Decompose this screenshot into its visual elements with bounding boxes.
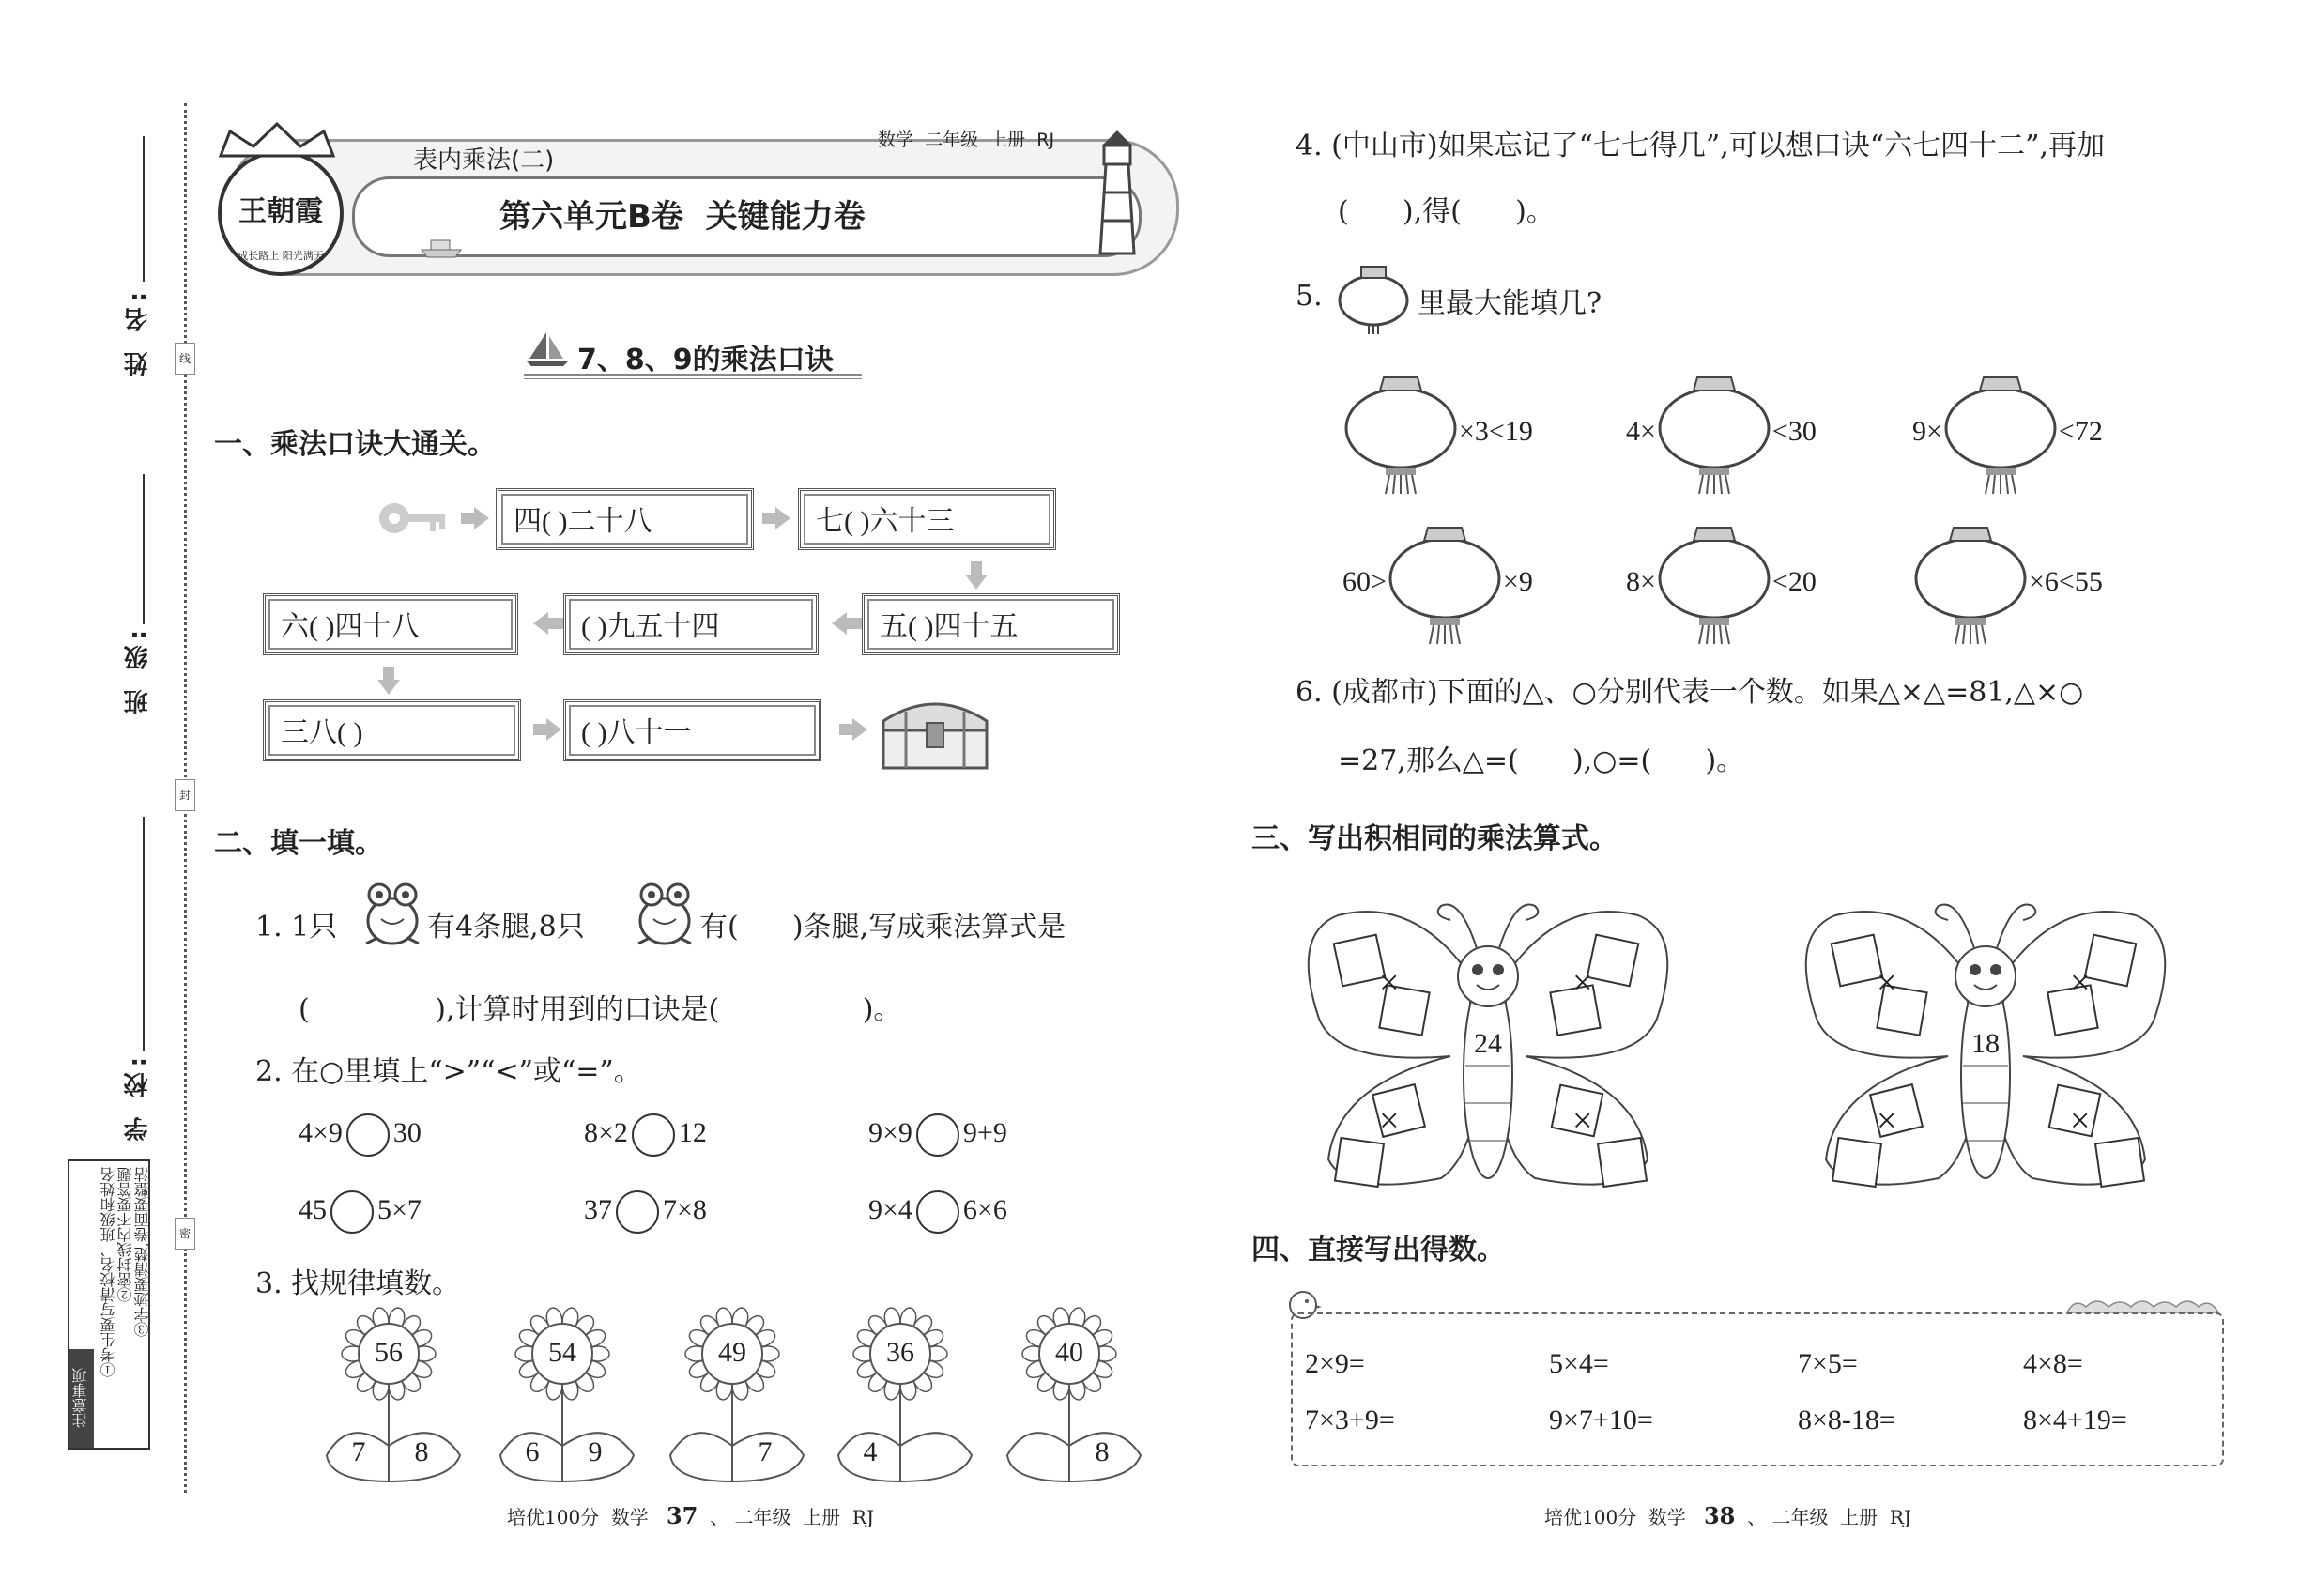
footer-left: 培优100分 数学 37 、 二年级 上册 RJ xyxy=(507,1502,874,1529)
lantern-icon xyxy=(1331,263,1416,336)
answer-box xyxy=(2095,1138,2144,1187)
calc-item[interactable]: 8×4+19= xyxy=(2023,1404,2127,1435)
compare-item: 37 7×8 xyxy=(584,1190,707,1234)
key-icon xyxy=(377,499,448,537)
flower-icon xyxy=(1002,1305,1152,1483)
calc-box xyxy=(1291,1312,2224,1466)
answer-box xyxy=(2085,935,2137,987)
puzzle-cell[interactable]: ( )九五十四 xyxy=(563,593,819,655)
multiply-sign: × xyxy=(1572,963,1593,1003)
compare-item: 8×2 12 xyxy=(584,1113,707,1157)
arrow-down-icon xyxy=(377,680,400,695)
brand-logo xyxy=(218,150,344,276)
part1-title: 一、乘法口诀大通关。 xyxy=(214,428,496,461)
flower-center-number: 40 xyxy=(1055,1337,1083,1368)
arrow-right-icon xyxy=(852,718,867,741)
flower-right-leaf-number[interactable]: 9 xyxy=(588,1436,603,1467)
answer-circle[interactable] xyxy=(616,1190,659,1234)
lantern-after-text: ×6<55 xyxy=(2029,566,2103,597)
lantern-before-text: 8× xyxy=(1626,566,1656,597)
lantern-icon[interactable] xyxy=(1387,516,1503,648)
frog-icon xyxy=(631,878,698,951)
answer-circle[interactable] xyxy=(330,1190,374,1234)
compare-item: 9×9 9+9 xyxy=(868,1113,1007,1157)
lantern-after-text: <72 xyxy=(2058,416,2103,447)
notice-item: ②密封线内不要答题 xyxy=(116,1167,134,1302)
logo-ribbon: 成长路上 阳光满天 xyxy=(238,250,324,262)
lantern-before-text: 4× xyxy=(1626,416,1656,447)
arrow-down-icon xyxy=(965,575,988,590)
answer-circle[interactable] xyxy=(632,1113,675,1157)
multiply-sign: × xyxy=(1572,1101,1593,1141)
answer-box xyxy=(1587,935,1639,987)
calc-item[interactable]: 5×4= xyxy=(1549,1348,1609,1379)
answer-box xyxy=(1832,935,1883,987)
q4-line1: 4. (中山市)如果忘记了“七七得几”,可以想口诀“六七四十二”,再加 xyxy=(1296,130,2105,162)
calc-item[interactable]: 7×3+9= xyxy=(1305,1404,1395,1435)
book-meta: 数学 二年级 上册 RJ xyxy=(878,130,1055,150)
notice-item: ①考生要写清校名、班级和姓名 xyxy=(100,1167,117,1377)
q5-number: 5. xyxy=(1296,280,1323,313)
flower-center-number: 36 xyxy=(886,1337,914,1368)
treasure-chest-icon xyxy=(878,693,992,773)
lighthouse-icon xyxy=(1080,127,1155,258)
puzzle-cell[interactable]: 六( )四十八 xyxy=(263,593,518,655)
lantern-icon[interactable] xyxy=(1656,516,1772,648)
arrow-left-icon xyxy=(533,612,548,635)
multiply-sign: × xyxy=(1877,963,1897,1003)
answer-circle[interactable] xyxy=(346,1113,390,1157)
flower-icon xyxy=(833,1305,983,1483)
part2-title: 二、填一填。 xyxy=(214,827,383,860)
puzzle-cell[interactable]: ( )八十一 xyxy=(563,699,821,761)
flower-center-number: 54 xyxy=(548,1337,576,1368)
notice-item: ③字迹要清楚,卷面要整洁 xyxy=(133,1167,151,1338)
answer-circle[interactable] xyxy=(916,1190,959,1234)
part3-title: 三、写出积相同的乘法算式。 xyxy=(1251,822,1618,855)
q4-line2: ( ),得( )。 xyxy=(1338,195,1555,228)
puzzle-cell[interactable]: 三八( ) xyxy=(263,699,521,761)
answer-box xyxy=(1334,935,1386,987)
flower-icon xyxy=(321,1305,471,1483)
footer-right: 培优100分 数学 38 、 二年级 上册 RJ xyxy=(1544,1502,1911,1529)
arrow-right-icon xyxy=(474,507,489,529)
lantern-after-text: <20 xyxy=(1771,566,1817,597)
part4-title: 四、直接写出得数。 xyxy=(1251,1234,1505,1266)
lantern-item xyxy=(1342,516,1533,648)
lantern-item xyxy=(1912,516,2103,648)
flower-left-leaf-number[interactable]: 7 xyxy=(351,1436,366,1467)
lantern-after-text: <30 xyxy=(1771,416,1817,447)
flower-center-number: 56 xyxy=(375,1337,403,1368)
lantern-item xyxy=(1342,366,1533,498)
unit-topic: 表内乘法(二) xyxy=(413,146,555,175)
sailboat-icon xyxy=(526,330,569,368)
class-field[interactable] xyxy=(143,474,145,624)
compare-item: 9×4 6×6 xyxy=(868,1190,1007,1234)
lantern-icon[interactable] xyxy=(1912,516,2029,648)
school-label: 学 校: xyxy=(124,1051,152,1142)
flower-center-number: 49 xyxy=(718,1337,746,1368)
flower-right-leaf-number[interactable]: 8 xyxy=(1095,1436,1110,1467)
subtitle-underline xyxy=(524,374,862,379)
notice-heading: 注意事项 xyxy=(69,1349,94,1448)
answer-box xyxy=(1832,1138,1881,1187)
answer-box xyxy=(1598,1138,1647,1187)
lantern-item xyxy=(1626,516,1817,648)
lantern-icon[interactable] xyxy=(1656,366,1772,498)
arrow-right-icon xyxy=(546,718,561,741)
multiply-sign: × xyxy=(1379,1101,1400,1141)
calc-item[interactable]: 9×7+10= xyxy=(1549,1404,1653,1435)
flower-right-leaf-number[interactable]: 8 xyxy=(414,1436,429,1467)
section-subtitle: 7、8、9的乘法口诀 xyxy=(577,344,834,376)
multiply-sign: × xyxy=(1877,1101,1897,1141)
calc-item[interactable]: 4×8= xyxy=(2023,1348,2083,1379)
lantern-after-text: ×9 xyxy=(1502,566,1533,597)
q6-line1: 6. (成都市)下面的△、○分别代表一个数。如果△×△=81,△×○ xyxy=(1296,676,2084,709)
arrow-left-icon xyxy=(832,612,847,635)
name-label: 姓 名: xyxy=(124,286,152,376)
q1-text-line2: ( ),计算时用到的口诀是( )。 xyxy=(299,993,902,1026)
multiply-sign: × xyxy=(2070,1101,2091,1141)
cut-mark: 密 xyxy=(175,1218,195,1250)
multiply-sign: × xyxy=(1379,963,1400,1003)
answer-circle[interactable] xyxy=(916,1113,959,1157)
q2-text: 2. 在○里填上“>”“<”或“=”。 xyxy=(255,1055,642,1088)
butterfly-product: 18 xyxy=(1971,1028,2000,1059)
crown-icon xyxy=(211,120,343,158)
frog-icon xyxy=(359,878,426,951)
arrow-right-icon xyxy=(775,507,790,529)
q1-text-b: 有4条腿,8只 xyxy=(427,911,585,944)
compare-item: 4×9 30 xyxy=(299,1113,422,1157)
logo-text: 王朝霞 xyxy=(238,195,323,228)
multiply-sign: × xyxy=(2070,963,2091,1003)
ship-icon xyxy=(418,233,465,259)
flower-right-leaf-number[interactable]: 7 xyxy=(758,1436,773,1467)
page-number: 37 xyxy=(666,1502,698,1529)
page-number: 38 xyxy=(1703,1502,1736,1529)
lantern-before-text: 60> xyxy=(1342,566,1387,597)
lantern-icon[interactable] xyxy=(1342,366,1459,498)
lantern-item xyxy=(1626,366,1817,498)
flower-left-leaf-number[interactable]: 6 xyxy=(525,1436,540,1467)
lantern-item xyxy=(1912,366,2103,498)
cut-mark: 封 xyxy=(175,779,195,811)
q6-line2: =27,那么△=( ),○=( )。 xyxy=(1338,744,1745,777)
butterfly-product: 24 xyxy=(1474,1028,1502,1059)
school-field[interactable] xyxy=(143,817,145,1051)
calc-item[interactable]: 7×5= xyxy=(1798,1348,1858,1379)
lantern-before-text: 9× xyxy=(1912,416,1942,447)
cut-mark: 线 xyxy=(175,343,195,375)
lantern-after-text: ×3<19 xyxy=(1459,416,1533,447)
puzzle-cell[interactable]: 五( )四十五 xyxy=(862,593,1120,655)
puzzle-cell[interactable]: 七( )六十三 xyxy=(798,488,1056,550)
name-field[interactable] xyxy=(143,136,145,282)
flower-icon xyxy=(495,1305,645,1483)
q1-text-a: 1. 1只 xyxy=(255,911,338,944)
q1-text-c: 有( )条腿,写成乘法算式是 xyxy=(699,911,1066,944)
flower-icon xyxy=(665,1305,815,1483)
compare-item: 45 5×7 xyxy=(299,1190,422,1234)
calc-item[interactable]: 8×8-18= xyxy=(1798,1404,1895,1435)
puzzle-cell[interactable]: 四( )二十八 xyxy=(496,488,754,550)
calc-item[interactable]: 2×9= xyxy=(1305,1348,1365,1379)
notice-box xyxy=(68,1159,150,1450)
q5-text: 里最大能填几? xyxy=(1418,287,1602,320)
lantern-icon[interactable] xyxy=(1942,366,2059,498)
page-title: 第六单元B卷 关键能力卷 xyxy=(499,198,866,236)
q3-text: 3. 找规律填数。 xyxy=(255,1267,461,1300)
flower-left-leaf-number[interactable]: 4 xyxy=(863,1436,878,1467)
answer-box xyxy=(1335,1138,1384,1187)
class-label: 班 级: xyxy=(124,624,152,714)
